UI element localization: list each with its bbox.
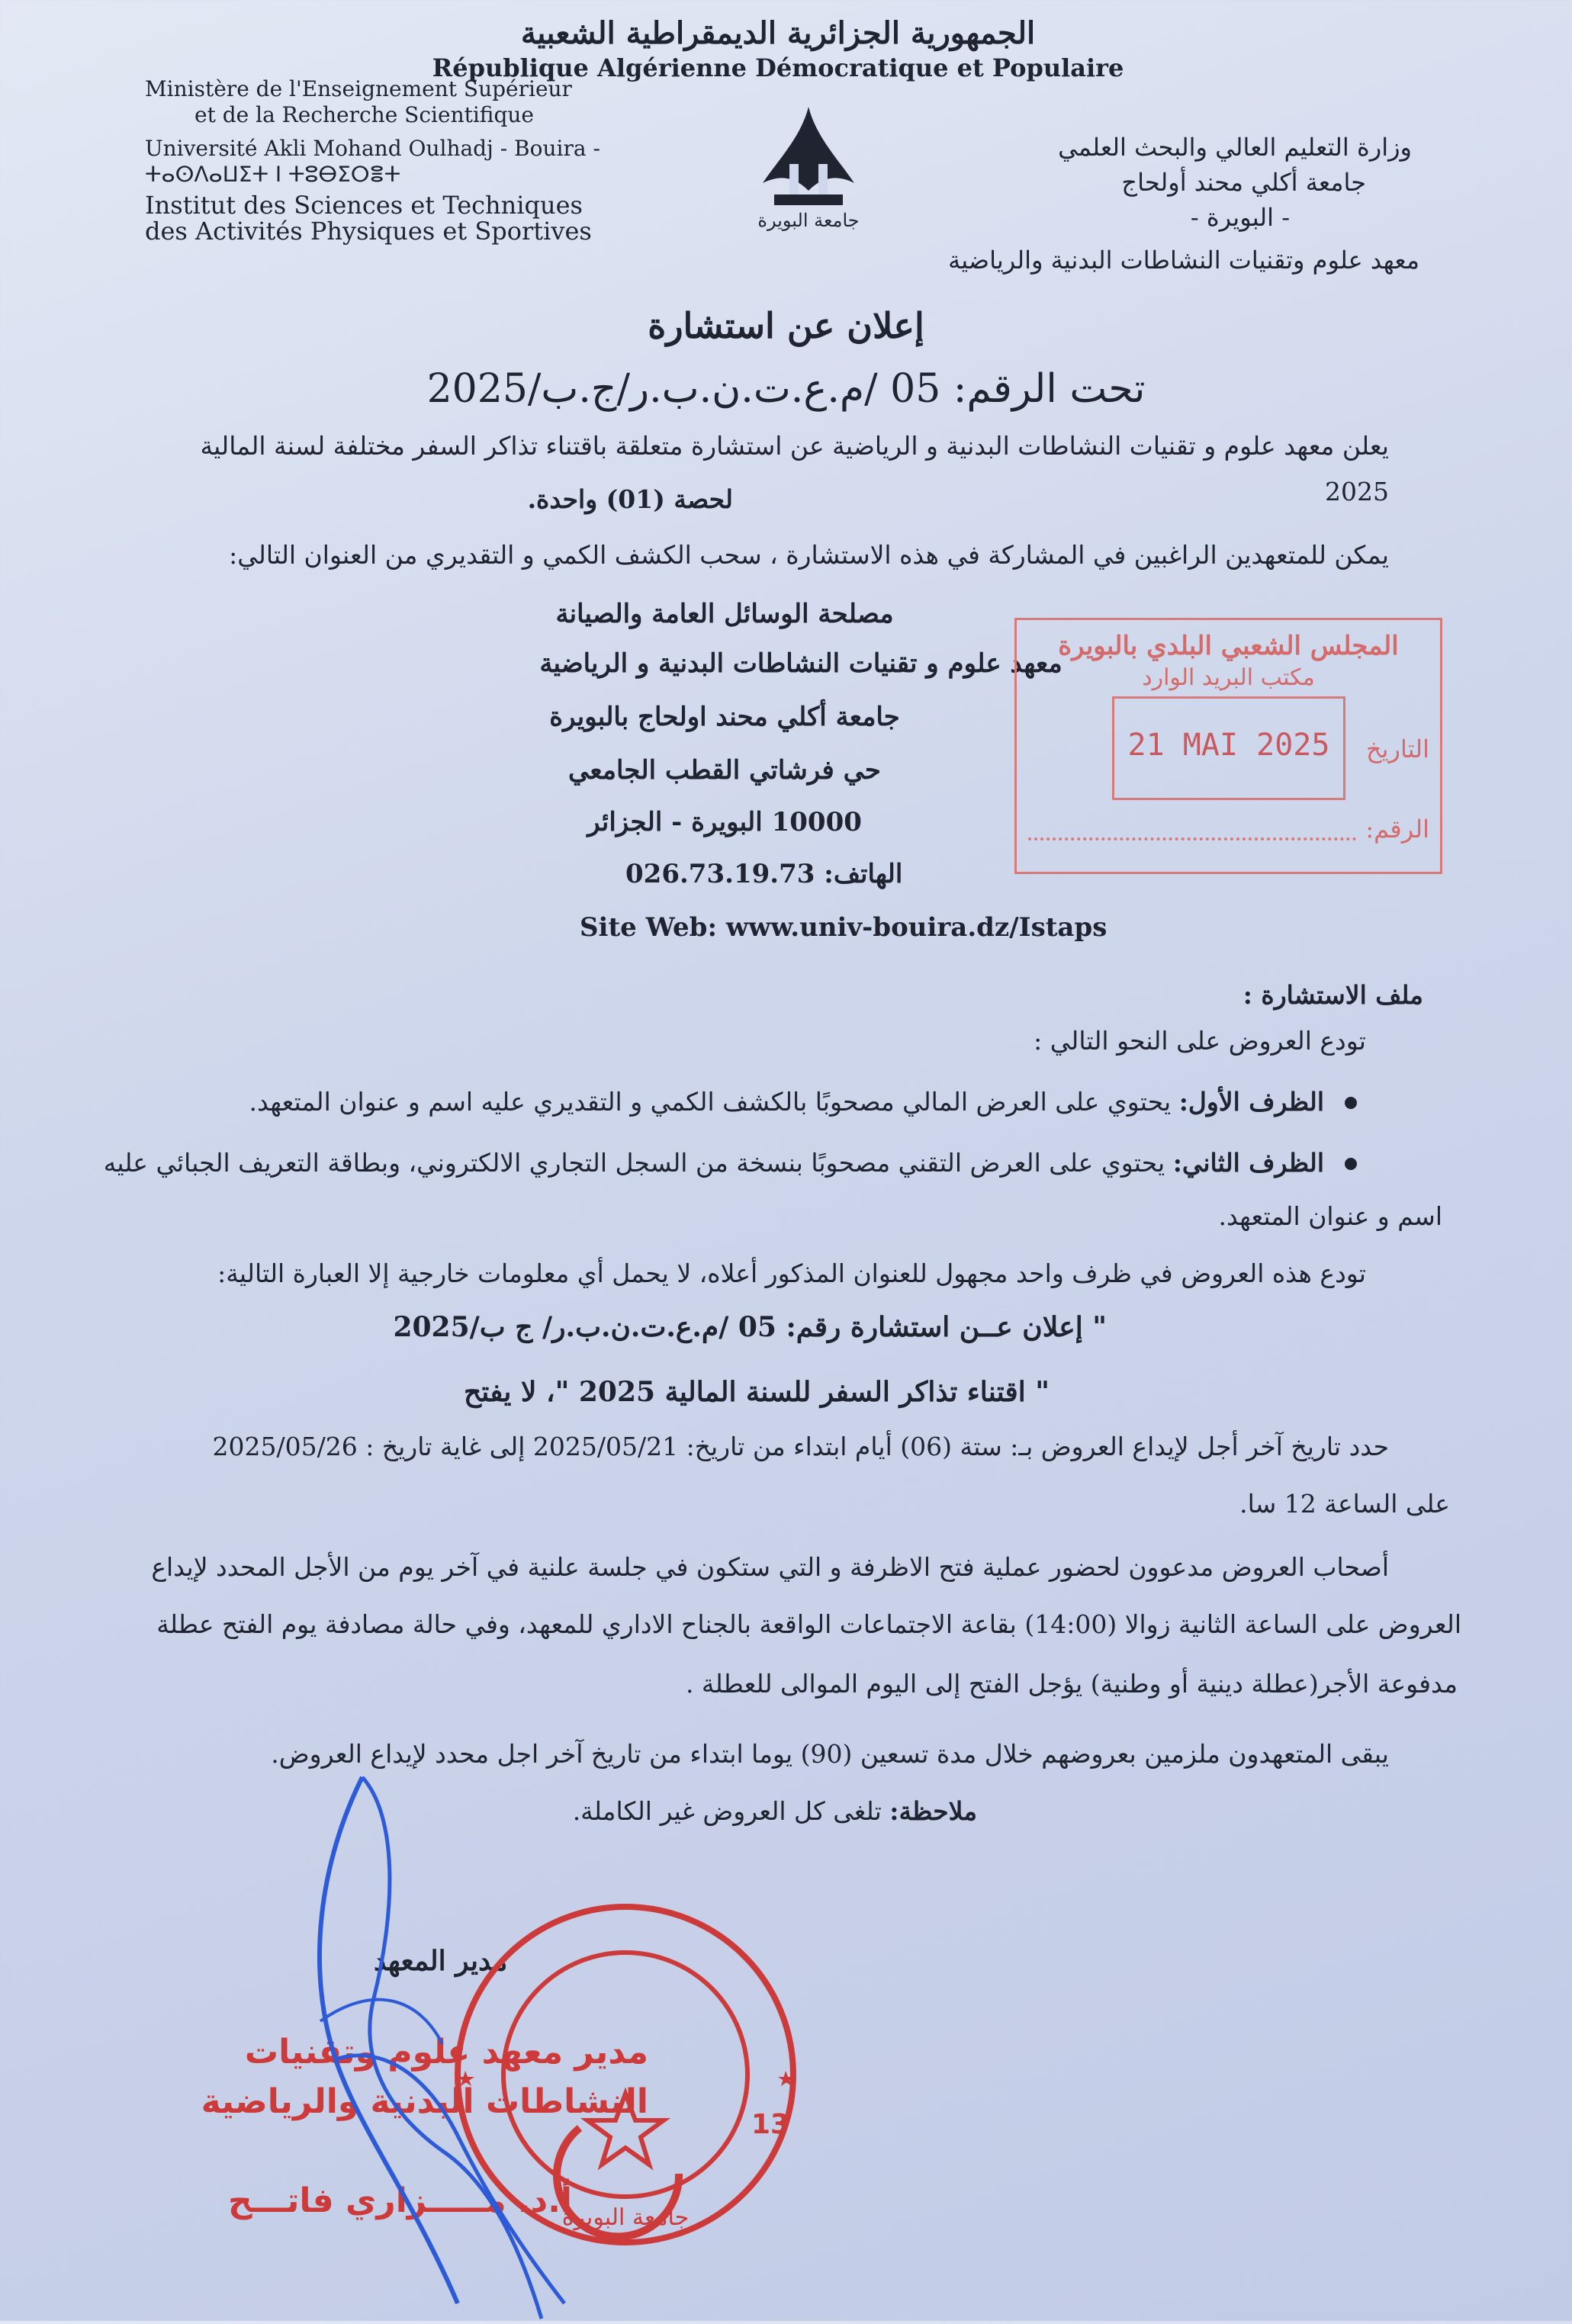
phone-line xyxy=(625,859,902,889)
deadline-text: حدد تاريخ آخر أجل لإيداع العروض بـ: ستة (06) أيام ابتداء من تاريخ: 2025/05/21 إلى غاية تاريخ : 2025/05/26 xyxy=(212,1432,1389,1461)
header-left-block xyxy=(145,76,755,244)
opening-text-2: العروض على الساعة الثانية زوالا (14:00) بقاعة الاجتماعات الواقعة بالجناح الاداري للمعهد، وفي حالة مصادفة يوم الفتح عطلة xyxy=(156,1609,1461,1639)
institute-ar: معهد علوم وتقنيات النشاطات البدنية والرياضية xyxy=(948,246,1419,275)
stamp-line-2: مكتب البريد الوارد xyxy=(1142,664,1315,691)
intro-lot: لحصة (01) واحدة. xyxy=(527,484,733,514)
bullet-2 xyxy=(1345,1158,1357,1170)
city-ar: - البويرة - xyxy=(1190,203,1290,232)
director-stamp-line-2: النشاطات البدنية والرياضية xyxy=(201,2082,648,2121)
intro-paragraph: يعلن معهد علوم و تقنيات النشاطات البدنية و الرياضية عن استشارة متعلقة باقتناء تذاكر السفر مختلفة لسنة المالية 2025 xyxy=(200,431,1389,506)
address-institute: معهد علوم و تقنيات النشاطات البدنية و الرياضية xyxy=(539,648,1062,679)
note-line xyxy=(573,1789,977,1834)
logo-caption: جامعة البويرة xyxy=(757,210,860,231)
reference-number: تحت الرقم: 05 /م.ع.ت.ن.ب.ر/ج.ب/2025 xyxy=(426,366,1146,412)
note-label: ملاحظة: xyxy=(889,1796,977,1826)
envelope-inscription-1: " إعلان عــن استشارة رقم: 05 /م.ع.ت.ن.ب.ر/ ج ب/2025 xyxy=(393,1311,1107,1343)
stamp-date-label: التاريخ xyxy=(1365,734,1429,763)
deposit-intro: تودع العروض على النحو التالي : xyxy=(1034,1026,1366,1056)
address-city: 10000 البويرة - الجزائر xyxy=(587,807,862,837)
envelope-2-text: يحتوي على العرض التقني مصحوبًا بنسخة من السجل التجاري الالكتروني، وبطاقة التعريف الجبائي عليه xyxy=(103,1148,1165,1178)
envelope-2-label: الظرف الثاني: xyxy=(1172,1148,1324,1178)
address-district: حي فرشاتي القطب الجامعي xyxy=(568,755,881,786)
ministry-fr-1: Ministère de l'Enseignement Supérieur xyxy=(145,76,572,101)
phone-label: الهاتف: xyxy=(824,859,903,889)
director-name: أ.د. مـــــزاري فاتـــح xyxy=(228,2181,572,2220)
note-text: تلغى كل العروض غير الكاملة. xyxy=(572,1796,882,1826)
envelope-2-continued: اسم و عنوان المتعهد. xyxy=(1218,1201,1442,1231)
director-stamp-line-1: مدير معهد علوم وتقنيات xyxy=(244,2033,648,2072)
ministry-ar: وزارة التعليم العالي والبحث العلمي xyxy=(1058,133,1412,162)
stamp-date: 21 MAI 2025 xyxy=(1127,728,1330,763)
outer-envelope-text: تودع هذه العروض في ظرف واحد مجهول للعنوان المذكور أعلاه، لا يحمل أي معلومات خارجية إلا العبارة التالية: xyxy=(217,1258,1366,1288)
stamp-dotted-line xyxy=(1028,837,1356,841)
republic-fr: République Algérienne Démocratique et Populaire xyxy=(432,53,1124,82)
website-link[interactable]: Site Web: www.univ-bouira.dz/Istaps xyxy=(580,912,1107,943)
envelope-1-text: يحتوي على العرض المالي مصحوبًا بالكشف الكمي و التقديري عليه اسم و عنوان المتعهد. xyxy=(249,1087,1172,1117)
header-right-block xyxy=(817,130,1419,278)
stamp-date-box xyxy=(1112,696,1345,800)
republic-ar: الجمهورية الجزائرية الديمقراطية الشعبية xyxy=(520,15,1036,51)
intro-withdraw: يمكن للمتعهدين الراغبين في المشاركة في هذه الاستشارة ، سحب الكشف الكمي و التقديري من العنوان التالي: xyxy=(229,540,1389,570)
handwritten-signature xyxy=(290,1770,595,2321)
director-title: مدير المعهد xyxy=(374,1945,508,1977)
bullet-1 xyxy=(1345,1097,1357,1109)
address-university: جامعة أكلي محند اولحاج بالبويرة xyxy=(549,702,900,732)
envelope-1 xyxy=(249,1079,1324,1125)
seal-number: 13 xyxy=(751,2109,790,2140)
institute-fr-1: Institut des Sciences et Techniques xyxy=(145,191,583,220)
seal-caption: جامعة البويرة xyxy=(561,2204,690,2231)
deadline-time: على الساعة 12 سا. xyxy=(1239,1489,1450,1519)
opening-text-1: أصحاب العروض مدعوون لحضور عملية فتح الاظرفة و التي ستكون في جلسة علنية في آخر يوم من الأجل المحدد لإيداع xyxy=(151,1552,1389,1582)
signature-icon xyxy=(290,1770,595,2321)
mail-reception-stamp xyxy=(1014,618,1442,874)
dossier-heading: ملف الاستشارة : xyxy=(1242,980,1423,1010)
validity-text: يبقى المتعهدون ملزمين بعروضهم خلال مدة تسعين (90) يوما ابتداء من تاريخ آخر اجل محدد لإيداع العروض. xyxy=(271,1739,1389,1769)
university-ar: جامعة أكلي محند أولحاج xyxy=(1121,168,1366,197)
ministry-fr-2: et de la Recherche Scientifique xyxy=(194,102,535,127)
university-fr: Université Akli Mohand Oulhadj - Bouira - xyxy=(145,136,600,161)
stamp-number-label: الرقم: xyxy=(1365,815,1429,844)
address-service: مصلحة الوسائل العامة والصيانة xyxy=(555,599,894,629)
stamp-line-1: المجلس الشعبي البلدي بالبويرة xyxy=(1058,631,1399,661)
university-tifinagh: ⵜⴰⵙⴷⴰⵡⵉⵜ ⵏ ⵜⵓⴱⵉⵔⴻⵜ xyxy=(145,162,401,187)
phone-number: 026.73.19.73 xyxy=(625,859,815,889)
envelope-inscription-2: " اقتناء تذاكر السفر للسنة المالية 2025 "، لا يفتح xyxy=(464,1376,1050,1408)
university-logo xyxy=(732,92,885,244)
institute-fr-2: des Activités Physiques et Sportives xyxy=(145,217,592,246)
opening-text-3: مدفوعة الأجر(عطلة دينية أو وطنية) يؤجل الفتح إلى اليوم الموالى للعطلة . xyxy=(685,1669,1458,1699)
announcement-title: إعلان عن استشارة xyxy=(648,305,924,346)
envelope-1-label: الظرف الأول: xyxy=(1178,1087,1324,1117)
envelope-2 xyxy=(104,1140,1324,1186)
